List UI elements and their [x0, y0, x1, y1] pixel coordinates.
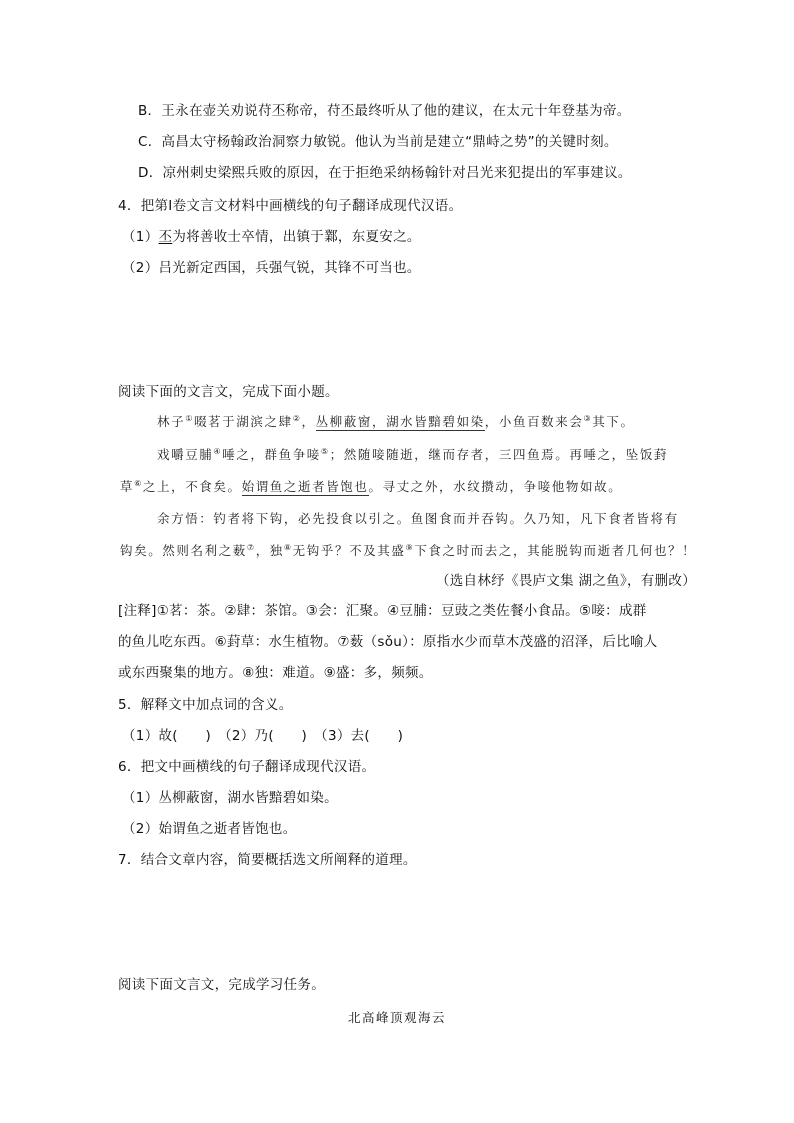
text-run: 啜茗于湖滨之肆 [193, 414, 293, 429]
q3-option-d: D．凉州刺史梁熙兵败的原因，在于拒绝采纳杨翰针对吕光来犯提出的军事建议。 [138, 165, 632, 181]
text-run: ；然随唼随逝，继而存者，三四鱼焉。再唾之，坠饭葑 [329, 447, 669, 462]
q6-stem: 6．把文中画横线的句子翻译成现代汉语。 [118, 759, 376, 775]
passage1-paragraph-3-cont [120, 541, 696, 561]
notes-line-2: 的鱼儿吃东西。⑥葑草：水生植物。⑦薮（sǒu）：原指水少而草木茂盛的沼泽，后比喻人 [118, 634, 658, 650]
note-mark: ④ [213, 446, 223, 456]
note-mark: ① [185, 413, 194, 423]
notes-line-3: 或东西聚集的地方。⑧独：难道。⑨盛：多，频频。 [118, 665, 433, 681]
text-run: 唾之，群鱼争唼 [222, 447, 321, 462]
text-run: 钩矣。然则名利之薮 [120, 543, 247, 558]
text-run: ，独 [255, 543, 284, 558]
q4-item-1-number: （1） [122, 229, 159, 245]
q4-item-1-underlined: 丕 [158, 229, 173, 245]
note-mark: ⑨ [405, 542, 415, 552]
q4-item-2: （2）吕光新定西国，兵强气锐，其锋不可当也。 [122, 260, 421, 276]
passage2-title: 北高峰顶观海云 [347, 1010, 446, 1025]
note-mark: ⑦ [246, 542, 256, 552]
passage2-intro: 阅读下面文言文，完成学习任务。 [118, 977, 325, 993]
q4-stem: 4．把第Ⅰ卷文言文材料中画横线的句子翻译成现代汉语。 [118, 198, 463, 214]
passage1-paragraph-1 [157, 412, 635, 432]
q6-item-2: （2）始谓鱼之逝者皆饱也。 [122, 821, 297, 837]
underlined-sentence: 丛柳蔽窗，湖水皆黯碧如染 [315, 414, 485, 429]
note-mark: ⑧ [283, 542, 293, 552]
text-run: 下食之时而去之，其能脱钩而逝者几何也？！ [414, 543, 697, 558]
q4-item-1 [122, 227, 421, 247]
note-mark: ⑥ [134, 478, 143, 488]
text-run: 之上，不食矣。 [142, 479, 242, 494]
passage1-paragraph-3: 余方悟：钓者将下钩，必先投食以引之。鱼图食而并吞钩。久乃知，凡下食者皆将有 [157, 511, 679, 526]
text-run: 林子 [157, 414, 186, 429]
q5-items: （1）故( ) （2）乃( ) （3）去( ) [122, 728, 404, 744]
q7-stem: 7．结合文章内容，简要概括选文所阐释的道理。 [118, 852, 417, 868]
passage1-paragraph-2-cont [120, 477, 622, 497]
note-mark: ③ [583, 413, 593, 423]
passage1-intro: 阅读下面的文言文，完成下面小题。 [118, 384, 339, 400]
q5-stem: 5．解释文中加点词的含义。 [118, 697, 293, 713]
text-run: 。寻丈之外，水纹攒动，争唼他物如故。 [368, 479, 623, 494]
text-run: 其下。 [592, 414, 635, 429]
text-run: ， [301, 414, 316, 429]
q3-option-c: C．高昌太守杨翰政治洞察力敏锐。他认为当前是建立“鼎峙之势”的关键时刻。 [138, 134, 618, 150]
underlined-sentence: 始谓鱼之逝者皆饱也 [241, 479, 369, 494]
passage1-source: （选自林纾《畏庐文集 湖之鱼》，有删改） [435, 573, 696, 589]
note-mark: ⑤ [320, 446, 330, 456]
q4-item-1-text: 为将善收士卒情，出镇于鄴，东夏安之。 [172, 229, 421, 245]
q3-option-b: B．王永在壶关劝说苻丕称帝，苻丕最终听从了他的建议，在太元十年登基为帝。 [138, 103, 631, 119]
text-run: 无钩乎？不及其盛 [292, 543, 406, 558]
q6-item-1: （1）丛柳蔽窗，湖水皆黯碧如染。 [122, 790, 338, 806]
text-run: 草 [120, 479, 135, 494]
text-run: 戏嚼豆脯 [157, 447, 214, 462]
note-mark: ② [292, 413, 302, 423]
text-run: ，小鱼百数来会 [484, 414, 584, 429]
passage1-paragraph-2 [157, 445, 668, 465]
notes-line-1: [注释]①茗：茶。②肆：茶馆。③会：汇聚。④豆脯：豆豉之类佐餐小食品。⑤唼：成群 [118, 603, 647, 619]
